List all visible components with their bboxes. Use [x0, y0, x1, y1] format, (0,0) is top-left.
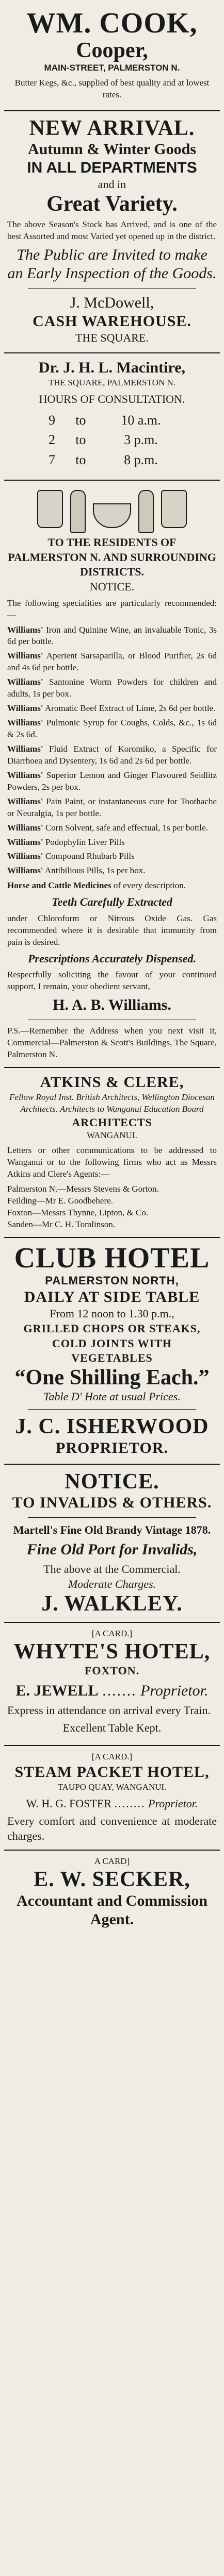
mcdowell-line3: and in [98, 177, 126, 191]
walkley-charges: Moderate Charges. [68, 1578, 156, 1591]
hours-row [40, 451, 184, 470]
steam-proprietor-line [7, 1797, 217, 1811]
item-brand: Williams' [7, 866, 43, 876]
leader-dots: ........ [114, 1797, 146, 1810]
cook-name: WM. COOK, [26, 7, 198, 39]
item-text: Iron and Quinine Wine, an invaluable Tonic, 3s 6d per bottle. [7, 624, 217, 647]
agent-line: Foxton—Messrs Thynne, Lipton, & Co. [7, 1208, 149, 1218]
hours-from: 9 [48, 412, 55, 428]
mcdowell-line2: IN ALL DEPARTMENTS [27, 159, 197, 176]
cook-trade: Cooper, [76, 38, 148, 62]
hours-to-word: to [75, 432, 86, 448]
walkley-advertisement [4, 1465, 220, 1623]
club-proprietor: J. C. ISHERWOOD [15, 1415, 209, 1439]
mcdowell-invite: The Public are Invited to make an Early Inspection of the Goods. [7, 246, 217, 282]
hours-to: 10 a.m. [121, 412, 161, 428]
atkins-credentials: Fellow Royal Inst. British Architects, Wellington Diocesan Architects. Architects to Wanganui Education Board [9, 1092, 215, 1114]
williams-prescriptions-body: Respectfully soliciting the favour of your continued support, I remain, your obedient servant, [7, 970, 217, 992]
club-line1: GRILLED CHOPS OR STEAKS, [23, 1321, 201, 1335]
mcdowell-line4: Great Variety. [46, 192, 178, 216]
item-brand: Williams' [7, 651, 43, 661]
whytes-advertisement [4, 1623, 220, 1746]
walkley-sub: TO INVALIDS & OTHERS. [12, 1494, 212, 1511]
list-item [7, 703, 217, 715]
club-hours: From 12 noon to 1.30 p.m., [50, 1307, 174, 1320]
item-brand: Williams' [7, 624, 43, 635]
macintire-advertisement [4, 353, 220, 481]
hours-to-word: to [75, 452, 86, 467]
williams-teeth-heading: Teeth Carefully Extracted [52, 895, 172, 909]
williams-items [7, 624, 217, 877]
steam-body: Every comfort and convenience at moderate charges. [7, 1815, 217, 1842]
hours-row [40, 411, 184, 430]
item-text: Podophylin Liver Pills [45, 837, 125, 847]
whytes-table: Excellent Table Kept. [62, 1721, 162, 1735]
steam-name: STEAM PACKET HOTEL, [14, 1763, 210, 1781]
list-item [7, 796, 217, 820]
item-text: Antibilious Pills, 1s per box. [44, 866, 146, 876]
walkley-port: Fine Old Port for Invalids, [26, 1541, 198, 1558]
club-table: Table D' Hote at usual Prices. [43, 1389, 181, 1403]
list-item [7, 717, 217, 741]
club-town: PALMERSTON NORTH, [45, 1274, 179, 1287]
hours-to: 3 p.m. [124, 432, 158, 448]
list-item [7, 851, 217, 862]
steam-proprietor: W. H. G. FOSTER [26, 1797, 112, 1810]
list-item [7, 837, 217, 849]
secker-trade: Accountant and Commission Agent. [16, 1892, 208, 1928]
agent-line: Feilding—Mr E. Goodbehere. [7, 1196, 113, 1206]
item-brand: Williams' [7, 796, 43, 806]
item-text: Pulmonic Syrup for Coughs, Colds, &c., 1s 6d & 2s 6d. [7, 718, 217, 740]
atkins-body: Letters or other communications to be addressed to Wanganui or to the following firms who act as Messrs Atkins and Clere's Agents:— [7, 1145, 217, 1179]
item-text: Pain Paint, or instantaneous cure for Toothache or Neuralgia, 1s per bottle. [7, 796, 217, 818]
club-name: CLUB HOTEL [14, 1242, 210, 1274]
item-brand: Williams' [7, 718, 43, 728]
list-item [7, 624, 217, 648]
macintire-address: THE SQUARE, PALMERSTON N. [48, 378, 176, 388]
atkins-advertisement [4, 1068, 220, 1238]
list-item [7, 743, 217, 767]
horse-tail: of every description. [113, 880, 186, 891]
cook-body: Butter Kegs, &c., supplied of best quality and at lowest rates. [14, 77, 210, 99]
item-brand: Williams' [7, 703, 43, 714]
club-line3: VEGETABLES [71, 1351, 153, 1365]
secker-advertisement [4, 1851, 220, 1935]
walkley-brandy: Martell's Fine Old Brandy Vintage 1878. [13, 1523, 211, 1536]
atkins-title: ARCHITECTS [72, 1115, 152, 1129]
bottle-icon [138, 490, 154, 533]
williams-intro: The following specialities are particularly recommended:— [7, 598, 217, 620]
cook-address: MAIN-STREET, PALMERSTON N. [44, 62, 180, 73]
mcdowell-body: The above Season's Stock has Arrived, and is one of the best Assorted and most Varied yet opened up in the district. [7, 219, 217, 241]
jar-icon [161, 490, 187, 528]
williams-advertisement [4, 481, 220, 1068]
horse-heading: Horse and Cattle Medicines [7, 880, 111, 891]
list-item [7, 822, 217, 834]
steam-address: TAUPO QUAY, WANGANUI. [57, 1782, 167, 1792]
club-role: PROPRIETOR. [56, 1439, 168, 1456]
atkins-agents [7, 1183, 217, 1231]
mcdowell-headline: NEW ARRIVAL. [29, 116, 195, 140]
newspaper-column [4, 0, 220, 1935]
jar-icon [37, 490, 63, 528]
williams-heading: TO THE RESIDENTS OF PALMERSTON N. AND SURROUNDING DISTRICTS. [8, 536, 216, 579]
mcdowell-warehouse: CASH WAREHOUSE. [33, 312, 191, 330]
club-hotel-advertisement [4, 1238, 220, 1465]
club-price: “One Shilling Each.” [14, 1365, 210, 1389]
item-text: Compound Rhubarb Pills [45, 851, 135, 861]
whytes-role: Proprietor. [140, 1682, 209, 1699]
whytes-town: FOXTON. [84, 1664, 140, 1677]
hours-from: 7 [48, 452, 55, 467]
hours-row [40, 431, 184, 450]
hours-table [39, 410, 185, 471]
item-text: Fluid Extract of Koromiko, a Specific for Diarrhoea and Dysentery, 1s 6d and 2s 6d per bottle. [7, 743, 217, 766]
item-brand: Williams' [7, 822, 43, 833]
item-brand: Williams' [7, 837, 43, 847]
item-text: Superior Lemon and Ginger Flavoured Seidlitz Powders, 2s per box. [7, 770, 217, 792]
whytes-express: Express in attendance on arrival every Train. [7, 1703, 211, 1717]
macintire-name: Dr. J. H. L. Macintire, [38, 359, 186, 377]
agent-line: Sanden—Mr C. H. Tomlinson. [7, 1219, 116, 1229]
hours-from: 2 [48, 432, 55, 448]
divider [28, 288, 196, 289]
atkins-town: WANGANUI. [87, 1130, 137, 1141]
williams-ps: P.S.—Remember the Address when you next visit it, Commercial—Palmerston & Scott's Buildings, The Square, Palmerston N. [7, 1026, 217, 1060]
item-brand: Williams' [7, 851, 43, 861]
whytes-name: WHYTE'S HOTEL, [13, 1639, 211, 1664]
chemist-emblem-illustration [7, 490, 217, 533]
williams-teeth-body: under Chloroform or Nitrous Oxide Gas. Gas recommended where it is desirable that immunity from pain is desired. [7, 913, 217, 947]
williams-notice: NOTICE. [89, 580, 135, 594]
item-brand: Williams' [7, 743, 43, 754]
list-item [7, 650, 217, 674]
walkley-headline: NOTICE. [65, 1469, 159, 1494]
whytes-card: [A CARD.] [91, 1628, 133, 1638]
secker-card: A CARD] [94, 1856, 130, 1867]
club-line2: COLD JOINTS WITH [52, 1336, 172, 1350]
whytes-proprietor: E. JEWELL [15, 1682, 99, 1699]
cook-advertisement [4, 3, 220, 111]
mcdowell-proprietor: J. McDowell, [70, 294, 154, 311]
steam-card: [A CARD.] [91, 1751, 133, 1761]
leader-dots: ....... [102, 1682, 137, 1699]
item-brand: Williams' [7, 677, 43, 687]
divider [28, 1409, 196, 1410]
item-text: Corn Solvent, safe and effectual, 1s per bottle. [45, 822, 208, 833]
williams-horse [7, 880, 217, 892]
williams-signature: H. A. B. Williams. [53, 996, 171, 1014]
atkins-name: ATKINS & CLERE, [40, 1073, 184, 1091]
walkley-name: J. WALKLEY. [41, 1591, 183, 1616]
item-text: Aperient Sarsaparilla, or Blood Purifier, 2s 6d and 4s 6d per bottle. [7, 651, 217, 673]
hours-to: 8 p.m. [124, 452, 158, 467]
divider [28, 1517, 196, 1518]
list-item [7, 865, 217, 877]
steam-packet-advertisement [4, 1746, 220, 1851]
item-brand: Williams' [7, 770, 43, 780]
list-item [7, 770, 217, 793]
walkley-at: The above at the Commercial. [43, 1563, 181, 1576]
williams-prescriptions-heading: Prescriptions Accurately Dispensed. [27, 952, 197, 965]
secker-name: E. W. SECKER, [34, 1868, 190, 1892]
steam-role: Proprietor. [148, 1797, 198, 1810]
mortar-icon [93, 503, 131, 528]
macintire-hours-title: HOURS OF CONSULTATION. [39, 393, 185, 406]
hours-to-word: to [75, 412, 86, 428]
whytes-proprietor-line [7, 1682, 217, 1700]
item-text: Santonine Worm Powders for children and adults, 1s per box. [7, 677, 217, 699]
bottle-icon [70, 490, 86, 533]
agent-line: Palmerston N.—Messrs Stevens & Gorton. [7, 1184, 159, 1194]
item-text: Aromatic Beef Extract of Lime, 2s 6d per bottle. [44, 703, 216, 714]
mcdowell-advertisement [4, 111, 220, 353]
list-item [7, 676, 217, 700]
club-daily: DAILY AT SIDE TABLE [24, 1289, 200, 1306]
mcdowell-line1: Autumn & Winter Goods [28, 140, 196, 158]
mcdowell-location: THE SQUARE. [75, 331, 149, 344]
